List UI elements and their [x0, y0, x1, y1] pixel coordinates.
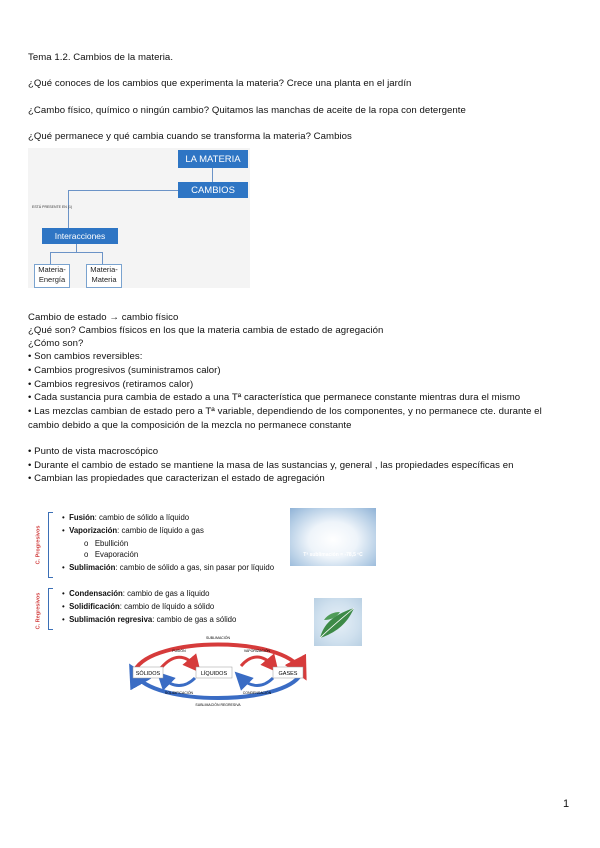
ice-caption: Tª sublimación = -78,5 ºC: [303, 552, 363, 558]
ebullition-item: o Ebullición: [84, 539, 129, 548]
progressive-label: C. Progresivos: [35, 525, 42, 565]
solids-label: SÓLIDOS: [135, 671, 161, 677]
materia-energia-box: Materia- Energía: [34, 264, 70, 288]
regressive-sublimation-label: SUBLIMACIÓN REGRESIVA: [195, 703, 241, 707]
sublimation-arrow: [135, 645, 301, 671]
condensation-item: • Condensación: cambio de gas a líquido: [62, 589, 210, 598]
side-note: ESTÁ PRESENTE EN (1): [32, 205, 73, 209]
connector-line: [102, 252, 103, 264]
concept-map-diagram: [28, 148, 250, 288]
bullet-mixtures-cont: cambio debido a que la composición de la mezcla no permanece constante: [28, 420, 352, 431]
gases-label: GASES: [278, 671, 298, 677]
sublimation-label: SUBLIMACIÓN: [205, 636, 231, 640]
connector-line: [68, 190, 178, 191]
connector-line: [212, 168, 213, 182]
regressive-sublimation-item: • Sublimación regresiva: cambio de gas a sólido: [62, 615, 237, 624]
solidification-item: • Solidificación: cambio de líquido a sólido: [62, 602, 215, 611]
la-materia-box: LA MATERIA: [178, 150, 248, 168]
connector-line: [50, 252, 102, 253]
state-changes-figure: [28, 502, 381, 710]
bullet-regressive: • Cambios regresivos (retiramos calor): [28, 379, 194, 390]
leaf-icon: [314, 598, 362, 646]
interacciones-box: Interacciones: [42, 228, 118, 244]
question-what-remains: ¿Qué permanece y qué cambia cuando se transforma la materia? Cambios: [28, 131, 352, 142]
condensation-label: CONDENSACIÓN: [242, 691, 272, 695]
fusion-arrow: [161, 657, 195, 668]
vaporization-item: • Vaporización: cambio de líquido a gas: [62, 526, 204, 535]
what-are-they: ¿Qué son? Cambios físicos en los que la materia cambia de estado de agregación: [28, 325, 384, 336]
how-are-they: ¿Cómo son?: [28, 338, 84, 349]
bullet-progressive: • Cambios progresivos (suministramos calor): [28, 365, 221, 376]
bullet-mass-maintained: • Durante el cambio de estado se mantiene la masa de las sustancias y, general , las propiedades específicas en: [28, 460, 514, 471]
progressive-brace: [48, 512, 53, 578]
question-plant: ¿Qué conoces de los cambios que experimenta la materia? Crece una planta en el jardín: [28, 78, 412, 89]
connector-line: [50, 252, 51, 264]
fusion-item: • Fusión: cambio de sólido a líquido: [62, 513, 190, 522]
change-of-state-heading: Cambio de estado → cambio físico: [28, 312, 179, 323]
connector-line: [76, 244, 77, 252]
solidification-label: SOLIDIFICACIÓN: [164, 691, 194, 695]
vaporization-label: VAPORIZACIÓN: [243, 649, 271, 653]
connector-line: [68, 190, 69, 228]
liquids-label: LÍQUIDOS: [200, 671, 228, 677]
condensation-arrow: [241, 678, 273, 686]
bullet-properties-change: • Cambian las propiedades que caracterizan el estado de agregación: [28, 473, 325, 484]
topic-title: Tema 1.2. Cambios de la materia.: [28, 52, 174, 63]
page-number: 1: [563, 798, 570, 810]
solidification-arrow: [163, 678, 195, 686]
cambios-box: CAMBIOS: [178, 182, 248, 198]
bullet-pure-substance: • Cada sustancia pura cambia de estado a una Tª característica que permanece constante mientras dura el mismo: [28, 392, 521, 403]
question-stains: ¿Cambo físico, químico o ningún cambio? Quitamos las manchas de aceite de la ropa con detergente: [28, 105, 466, 116]
evaporation-item: o Evaporación: [84, 550, 139, 559]
regressive-brace: [48, 588, 53, 630]
state-cycle-diagram: [123, 630, 313, 708]
frost-leaf-image: [314, 598, 362, 646]
bullet-mixtures: • Las mezclas cambian de estado pero a Tª variable, dependiendo de los componentes, y no permanece cte. durante el: [28, 406, 542, 417]
vaporization-arrow: [241, 657, 273, 666]
bullet-reversible: • Son cambios reversibles:: [28, 351, 143, 362]
sublimation-item: • Sublimación: cambio de sólido a gas, sin pasar por líquido: [62, 563, 275, 572]
bullet-macroscopic: • Punto de vista macroscópico: [28, 446, 159, 457]
fusion-label: FUSIÓN: [172, 649, 186, 653]
materia-materia-box: Materia- Materia: [86, 264, 122, 288]
regressive-label: C. Regresivos: [35, 592, 41, 630]
